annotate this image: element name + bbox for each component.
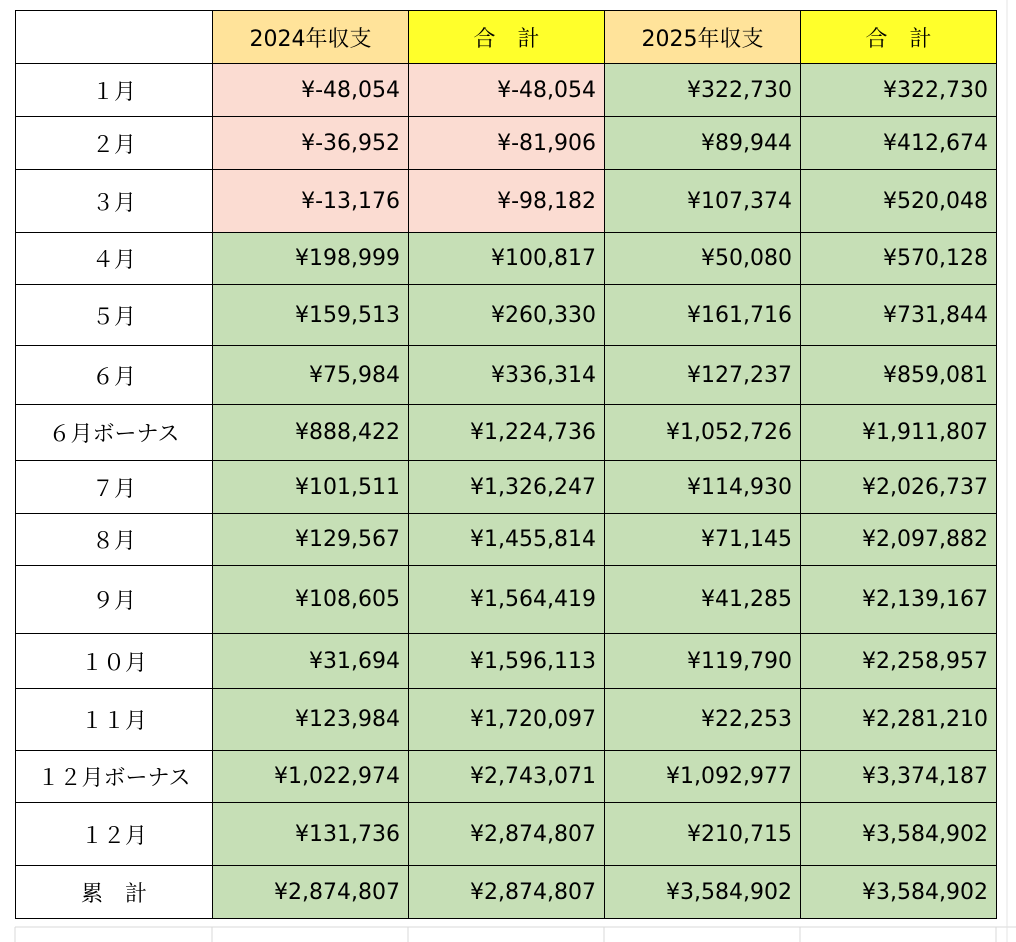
- value-2025-total[interactable]: ¥3,584,902: [801, 803, 997, 866]
- value-2025-total[interactable]: ¥3,374,187: [801, 751, 997, 803]
- value-2025-total[interactable]: ¥2,139,167: [801, 566, 997, 634]
- value-2024-total[interactable]: ¥-48,054: [409, 64, 605, 117]
- value-2025-balance[interactable]: ¥71,145: [605, 514, 801, 566]
- value-2024-balance[interactable]: ¥888,422: [213, 405, 409, 461]
- value-2024-total[interactable]: ¥1,564,419: [409, 566, 605, 634]
- table-row: [16, 346, 997, 405]
- value-2024-balance[interactable]: ¥2,874,807: [213, 866, 409, 919]
- value-2025-total[interactable]: ¥2,258,957: [801, 634, 997, 689]
- value-2024-balance[interactable]: ¥129,567: [213, 514, 409, 566]
- value-2025-total[interactable]: ¥412,674: [801, 117, 997, 170]
- value-2024-total[interactable]: ¥-81,906: [409, 117, 605, 170]
- value-2024-balance[interactable]: ¥198,999: [213, 233, 409, 285]
- value-2025-total[interactable]: ¥859,081: [801, 346, 997, 405]
- value-2025-balance[interactable]: ¥89,944: [605, 117, 801, 170]
- table-row: [16, 566, 997, 634]
- value-2024-total[interactable]: ¥2,874,807: [409, 866, 605, 919]
- header-2025-total[interactable]: 合 計: [801, 11, 997, 64]
- balance-table: [15, 10, 997, 919]
- header-2024-balance[interactable]: 2024年収支: [213, 11, 409, 64]
- row-label[interactable]: ６月ボーナス: [16, 405, 213, 461]
- value-2025-total[interactable]: ¥3,584,902: [801, 866, 997, 919]
- value-2025-total[interactable]: ¥1,911,807: [801, 405, 997, 461]
- value-2024-balance[interactable]: ¥-36,952: [213, 117, 409, 170]
- row-label[interactable]: ３月: [16, 170, 213, 233]
- header-2025-balance[interactable]: 2025年収支: [605, 11, 801, 64]
- value-2024-balance[interactable]: ¥-13,176: [213, 170, 409, 233]
- table-row: [16, 285, 997, 346]
- row-label[interactable]: ５月: [16, 285, 213, 346]
- row-label[interactable]: 累 計: [16, 866, 213, 919]
- row-label[interactable]: ６月: [16, 346, 213, 405]
- row-label[interactable]: １２月: [16, 803, 213, 866]
- value-2025-balance[interactable]: ¥322,730: [605, 64, 801, 117]
- value-2025-total[interactable]: ¥2,281,210: [801, 689, 997, 751]
- value-2025-balance[interactable]: ¥50,080: [605, 233, 801, 285]
- value-2025-total[interactable]: ¥520,048: [801, 170, 997, 233]
- value-2025-balance[interactable]: ¥107,374: [605, 170, 801, 233]
- value-2024-balance[interactable]: ¥159,513: [213, 285, 409, 346]
- value-2025-total[interactable]: ¥570,128: [801, 233, 997, 285]
- value-2025-balance[interactable]: ¥22,253: [605, 689, 801, 751]
- row-label[interactable]: １２月ボーナス: [16, 751, 213, 803]
- value-2024-balance[interactable]: ¥131,736: [213, 803, 409, 866]
- value-2024-total[interactable]: ¥1,596,113: [409, 634, 605, 689]
- value-2024-total[interactable]: ¥2,874,807: [409, 803, 605, 866]
- value-2025-balance[interactable]: ¥41,285: [605, 566, 801, 634]
- table-row: [16, 461, 997, 514]
- value-2025-balance[interactable]: ¥161,716: [605, 285, 801, 346]
- row-label[interactable]: ４月: [16, 233, 213, 285]
- value-2025-balance[interactable]: ¥119,790: [605, 634, 801, 689]
- row-label[interactable]: １月: [16, 64, 213, 117]
- row-label[interactable]: ９月: [16, 566, 213, 634]
- value-2025-total[interactable]: ¥2,026,737: [801, 461, 997, 514]
- value-2024-balance[interactable]: ¥-48,054: [213, 64, 409, 117]
- row-label[interactable]: ２月: [16, 117, 213, 170]
- value-2025-balance[interactable]: ¥114,930: [605, 461, 801, 514]
- value-2024-total[interactable]: ¥2,743,071: [409, 751, 605, 803]
- value-2025-balance[interactable]: ¥210,715: [605, 803, 801, 866]
- row-label[interactable]: ７月: [16, 461, 213, 514]
- value-2024-total[interactable]: ¥-98,182: [409, 170, 605, 233]
- value-2024-balance[interactable]: ¥108,605: [213, 566, 409, 634]
- value-2024-total[interactable]: ¥1,224,736: [409, 405, 605, 461]
- header-2024-total[interactable]: 合 計: [409, 11, 605, 64]
- value-2024-balance[interactable]: ¥31,694: [213, 634, 409, 689]
- value-2025-total[interactable]: ¥731,844: [801, 285, 997, 346]
- row-label[interactable]: １０月: [16, 634, 213, 689]
- value-2024-total[interactable]: ¥100,817: [409, 233, 605, 285]
- table-row: [16, 64, 997, 117]
- table-row: [16, 689, 997, 751]
- table-row: [16, 233, 997, 285]
- value-2025-total[interactable]: ¥2,097,882: [801, 514, 997, 566]
- value-2025-balance[interactable]: ¥1,052,726: [605, 405, 801, 461]
- value-2024-total[interactable]: ¥260,330: [409, 285, 605, 346]
- table-row: [16, 514, 997, 566]
- table-row: [16, 751, 997, 803]
- value-2024-balance[interactable]: ¥75,984: [213, 346, 409, 405]
- value-2024-balance[interactable]: ¥123,984: [213, 689, 409, 751]
- table-row: [16, 405, 997, 461]
- table-row: [16, 803, 997, 866]
- value-2025-balance[interactable]: ¥127,237: [605, 346, 801, 405]
- value-2024-total[interactable]: ¥1,326,247: [409, 461, 605, 514]
- value-2025-total[interactable]: ¥322,730: [801, 64, 997, 117]
- value-2024-balance[interactable]: ¥101,511: [213, 461, 409, 514]
- table-row: [16, 634, 997, 689]
- value-2024-total[interactable]: ¥336,314: [409, 346, 605, 405]
- corner-cell[interactable]: [16, 11, 213, 64]
- value-2024-balance[interactable]: ¥1,022,974: [213, 751, 409, 803]
- value-2025-balance[interactable]: ¥1,092,977: [605, 751, 801, 803]
- row-label[interactable]: ８月: [16, 514, 213, 566]
- value-2024-total[interactable]: ¥1,720,097: [409, 689, 605, 751]
- row-label[interactable]: １１月: [16, 689, 213, 751]
- table-row: [16, 170, 997, 233]
- value-2025-balance[interactable]: ¥3,584,902: [605, 866, 801, 919]
- header-row: [16, 11, 997, 64]
- table-row: [16, 117, 997, 170]
- value-2024-total[interactable]: ¥1,455,814: [409, 514, 605, 566]
- table-row: [16, 866, 997, 919]
